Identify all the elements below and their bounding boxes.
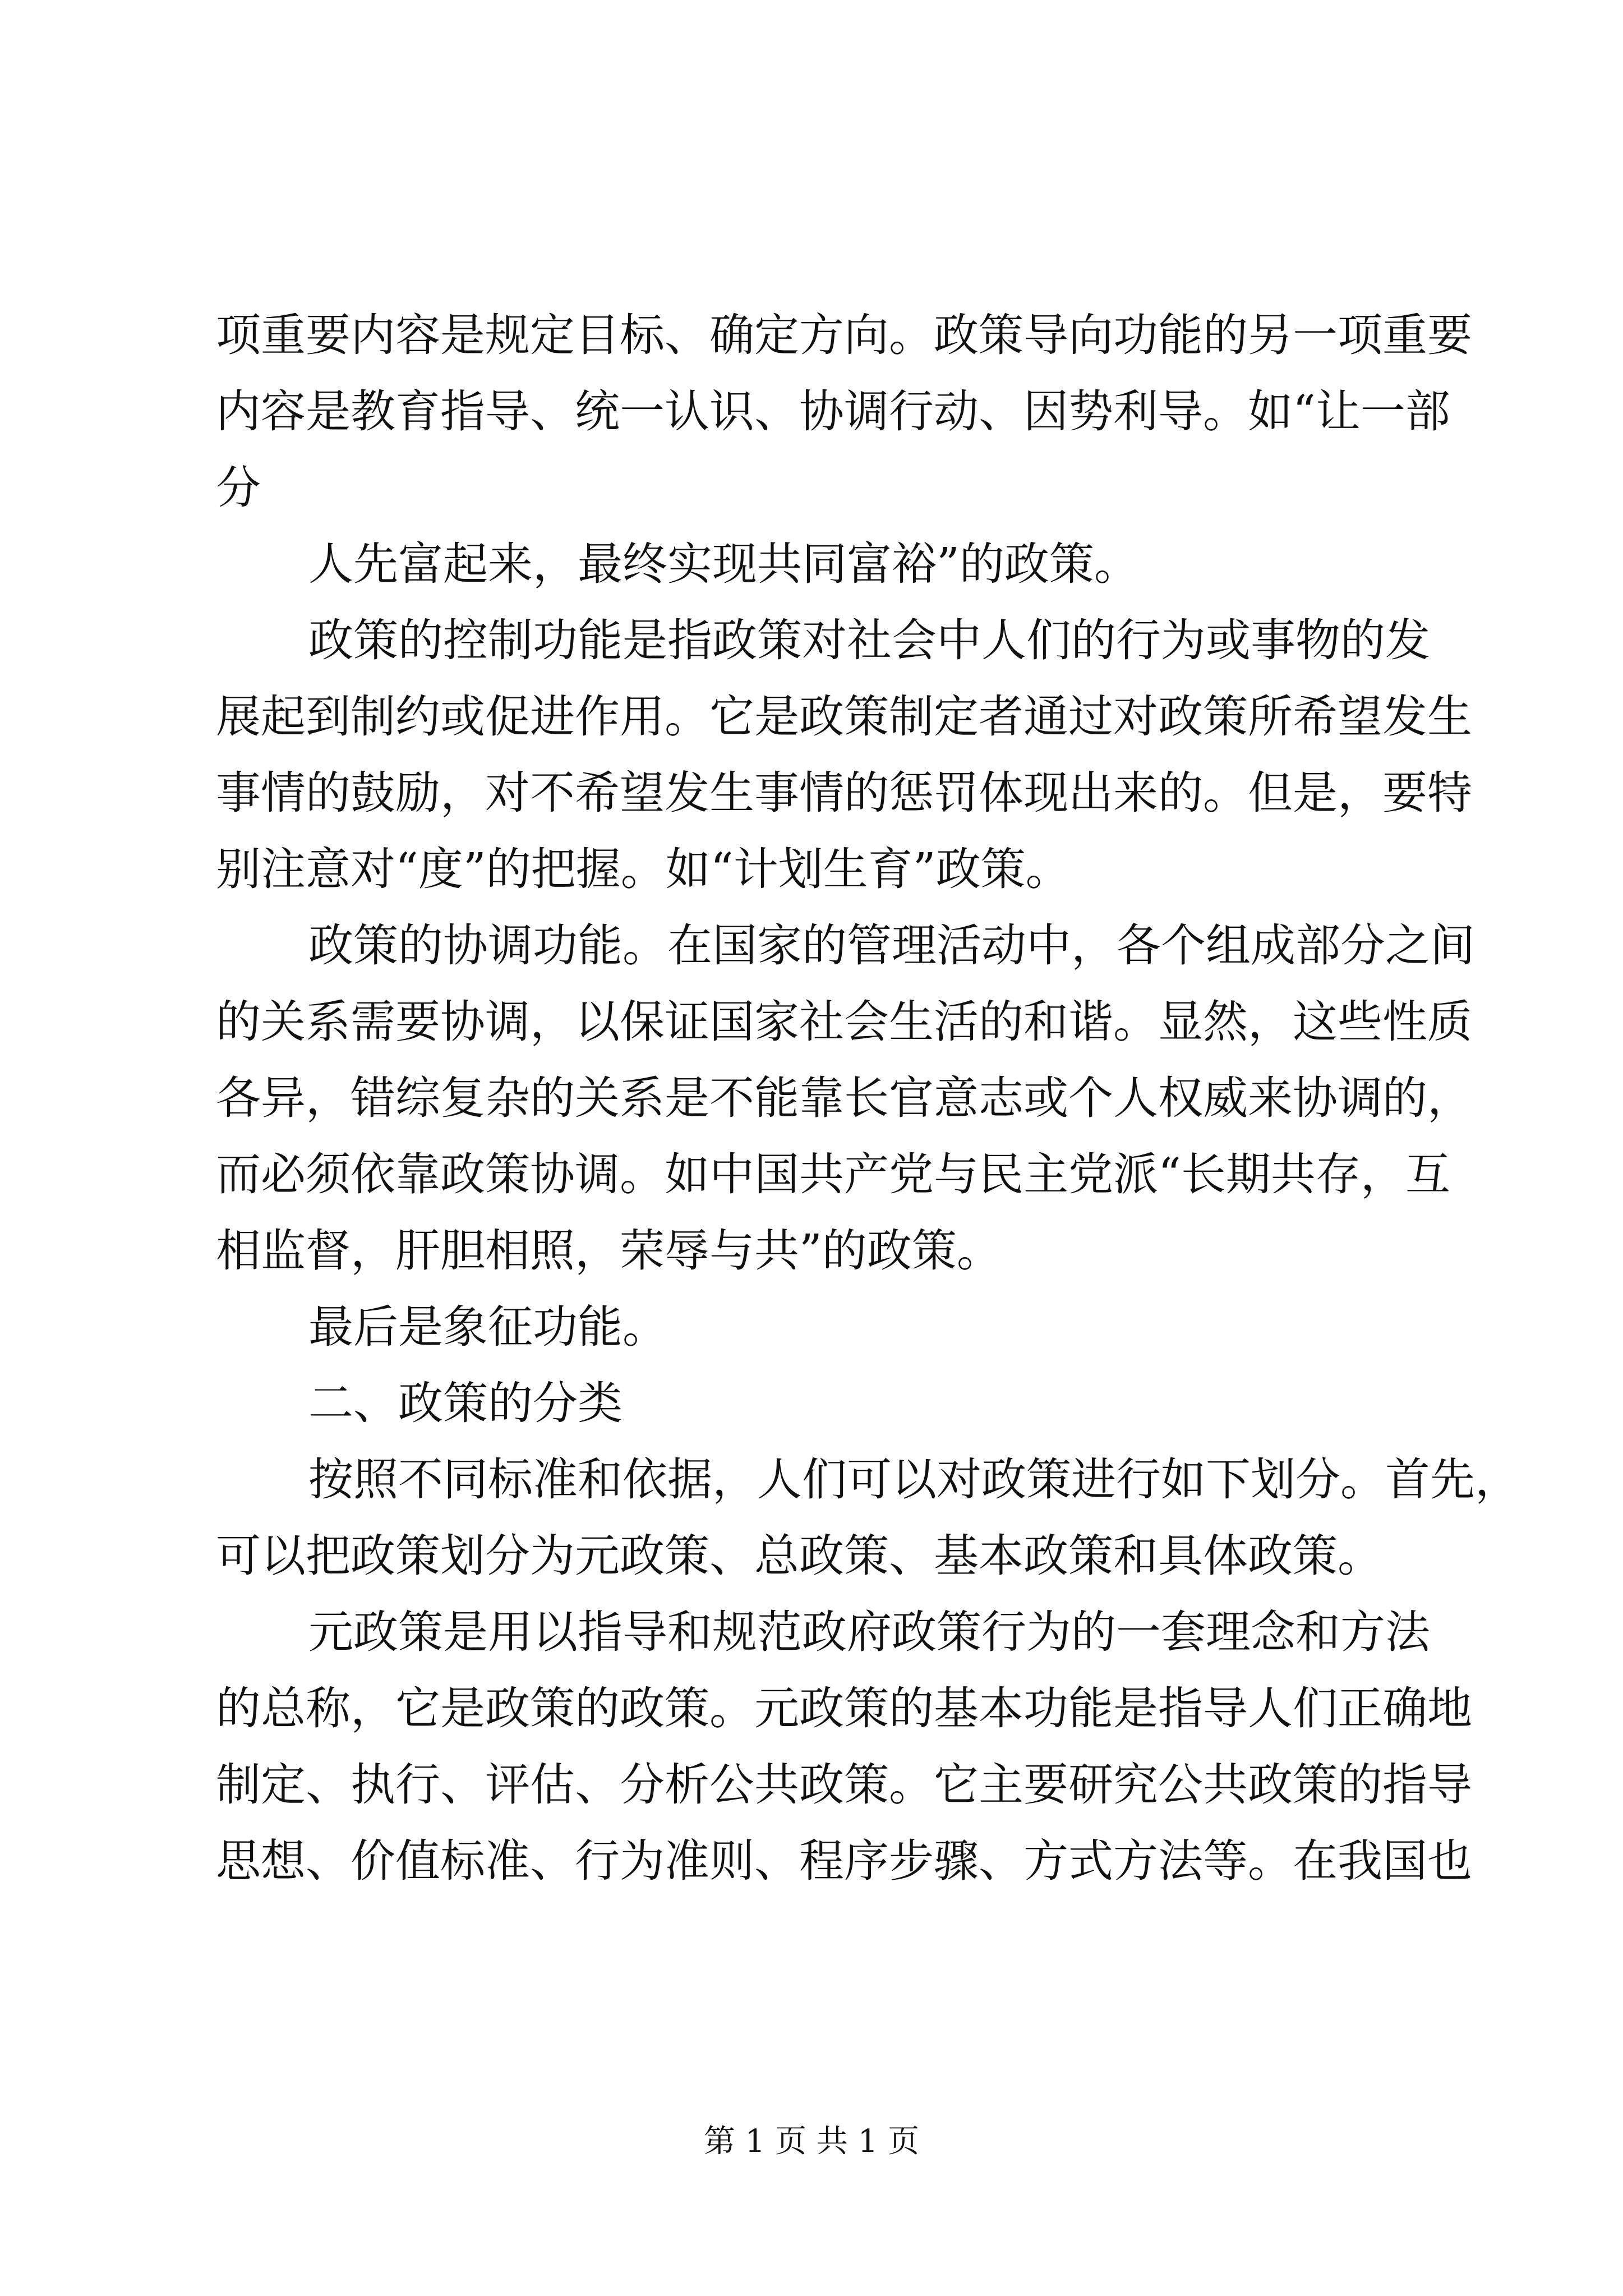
section-heading: 二、政策的分类: [308, 1377, 623, 1429]
text-line: 而必须依靠政策协调。如中国共产党与民主党派“长期共存，互: [216, 1148, 1450, 1200]
text-line: 展起到制约或促进作用。它是政策制定者通过对政策所希望发生: [216, 691, 1472, 743]
text-line: 政策的控制功能是指政策对社会中人们的行为或事物的发: [308, 614, 1430, 666]
text-line: 人先富起来，最终实现共同富裕”的政策。: [308, 538, 1139, 590]
text-line: 元政策是用以指导和规范政府政策行为的一套理念和方法: [308, 1606, 1430, 1658]
text-line: 按照不同标准和依据，人们可以对政策进行如下划分。首先，: [308, 1453, 1520, 1506]
text-line: 可以把政策划分为元政策、总政策、基本政策和具体政策。: [216, 1530, 1382, 1582]
text-line: 事情的鼓励，对不希望发生事情的惩罚体现出来的。但是，要特: [216, 767, 1472, 819]
text-line: 的关系需要协调，以保证国家社会生活的和谐。显然，这些性质: [216, 996, 1472, 1048]
text-line: 最后是象征功能。: [308, 1301, 667, 1353]
document-body: [216, 297, 1520, 1899]
text-line: 思想、价值标准、行为准则、程序步骤、方式方法等。在我国也: [216, 1835, 1472, 1887]
text-line: 政策的协调功能。在国家的管理活动中，各个组成部分之间: [308, 919, 1475, 972]
page-footer: [0, 2119, 1623, 2164]
text-line: 相监督，肝胆相照，荣辱与共”的政策。: [216, 1225, 1002, 1277]
text-line: 分: [216, 462, 261, 514]
text-line: 别注意对“度”的把握。如“计划生育”政策。: [216, 843, 1071, 895]
text-line: 的总称，它是政策的政策。元政策的基本功能是指导人们正确地: [216, 1682, 1472, 1734]
text-line: 项重要内容是规定目标、确定方向。政策导向功能的另一项重要: [216, 309, 1472, 361]
text-line: 制定、执行、评估、分析公共政策。它主要研究公共政策的指导: [216, 1759, 1472, 1811]
page-number-label: 第 1 页 共 1 页: [703, 2123, 920, 2160]
text-line: 各异，错综复杂的关系是不能靠长官意志或个人权威来协调的，: [216, 1072, 1472, 1124]
text-line: 内容是教育指导、统一认识、协调行动、因势利导。如“让一部: [216, 385, 1450, 438]
